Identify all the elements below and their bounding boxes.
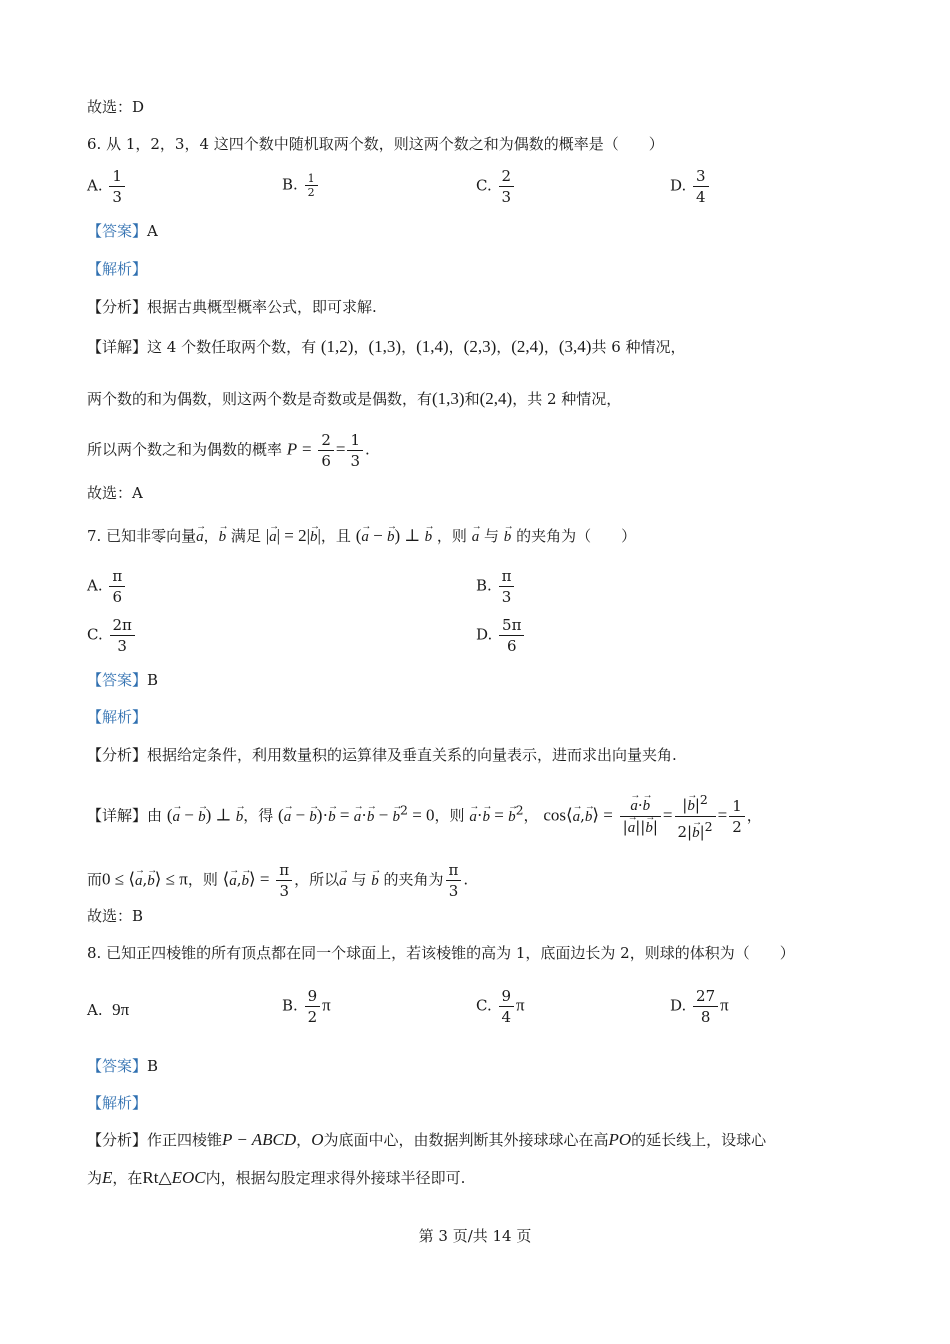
q6-option-b: B. $\frac{1}{2}$ xyxy=(282,172,320,199)
q8-stem: 8. 已知正四棱锥的所有顶点都在同一个球面上，若该棱锥的高为 1，底面边长为 2，则球的体积为（ ） xyxy=(87,944,795,962)
q6-option-a: A. $\frac{1}{3}$ xyxy=(87,166,127,207)
q6-fenxi: 【分析】根据古典概型概率公式，即可求解. xyxy=(87,298,377,316)
q8-option-a: A. 9π xyxy=(87,1000,130,1019)
q6-detail-line1: 【详解】这 4 个数任取两个数，有 (1,2)，(1,3)，(1,4)，(2,3)，(2,4)，(3,4)共 6 种情况， xyxy=(87,337,686,356)
q6-stem: 6. 从 1，2，3，4 这四个数中随机取两个数，则这两个数之和为偶数的概率是（ ） xyxy=(87,135,664,153)
q7-fenxi: 【分析】根据给定条件，利用数量积的运算律及垂直关系的向量表示，进而求出向量夹角. xyxy=(87,746,677,764)
q8-option-b: B. $\frac{9}{2}$ π xyxy=(282,987,331,1026)
q7-option-a: A. $\frac{\pi}{6}$ xyxy=(87,566,127,607)
q6-choice: 故选：A xyxy=(87,484,143,502)
q6-detail-line3: 所以两个数之和为偶数的概率 P = $\frac{2}{6}$ = $\frac{1}{3}$ . xyxy=(87,431,370,470)
q7-answer: 【答案】B xyxy=(87,671,159,689)
q7-detail-line2: 而0 ≤ ⟨→ a,→ b⟩ ≤ π，则 ⟨→ a,→ b⟩ = $\frac{\pi}{3}$ ，所以→ a 与 → b 的夹角为 $\frac{\pi}{3}$ . xyxy=(87,860,468,901)
q7-detail-line1: 【详解】由 (→ a − → b) ⊥ → b，得 (→ a − → b)·→ b = → a·→ b − → $b^2 = 0$，则 → a·→ b = → $b^2$， cos⟨→ a,→ b⟩ = → $\frac{a\cdot\to b}{|\to a||\to b|}$ = $\frac{|\to b|^2}{2|\to b|^2}$ = $\frac{1}{2}$ ， xyxy=(87,790,762,843)
q6-option-c: C. $\frac{2}{3}$ xyxy=(476,166,516,207)
page-footer: 第 3 页/共 14 页 xyxy=(418,1227,532,1245)
q6-detail-line2: 两个数的和为偶数，则这两个数是奇数或是偶数，有(1,3)和(2,4)，共 2 种情况， xyxy=(87,389,622,408)
q6-option-d: D. $\frac{3}{4}$ xyxy=(670,166,711,207)
q6-analysis-heading: 【解析】 xyxy=(87,260,148,278)
q5-choice: 故选：D xyxy=(87,98,145,116)
q6-answer: 【答案】A xyxy=(87,222,158,240)
q8-option-c: C. $\frac{9}{4}$ π xyxy=(476,987,525,1026)
q8-fenxi-line2: 为E，在Rt△EOC内，根据勾股定理求得外接球半径即可. xyxy=(87,1168,466,1187)
q7-analysis-heading: 【解析】 xyxy=(87,708,148,726)
q8-option-d: D. $\frac{27}{8}$ π xyxy=(670,987,729,1026)
q8-analysis-heading: 【解析】 xyxy=(87,1094,148,1112)
q7-option-c: C. $\frac{2\pi}{3}$ xyxy=(87,615,137,656)
q8-answer: 【答案】B xyxy=(87,1057,159,1075)
q7-option-d: D. $\frac{5\pi}{6}$ xyxy=(476,615,526,656)
q8-fenxi-line1: 【分析】作正四棱锥P − ABCD，O为底面中心，由数据判断其外接球球心在高PO的延长线上，设球心 xyxy=(87,1130,767,1149)
q7-option-b: B. $\frac{\pi}{3}$ xyxy=(476,566,516,607)
q7-stem: 7. 已知非零向量→ a，→ b 满足 |→ a| = 2|→ b|，且 (→ a − → b) ⊥ → b ，则 → a 与 → b 的夹角为（ ） xyxy=(87,526,636,547)
q7-choice: 故选：B xyxy=(87,907,144,925)
